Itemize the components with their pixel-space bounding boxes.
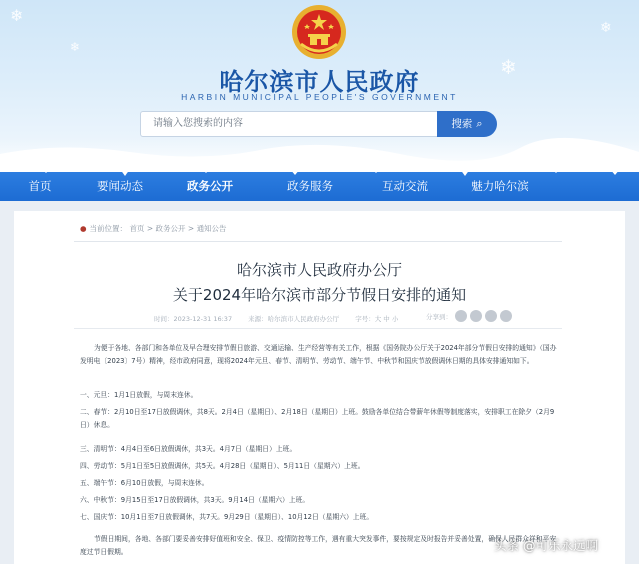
holiday-item: 三、清明节：4月4日至6日放假调休，共3天。4月7日（星期日）上班。	[80, 445, 297, 453]
snowflake-icon: ❄	[500, 55, 517, 79]
meta-date: 时间：2023-12-31 16:37	[154, 315, 233, 323]
national-emblem-icon	[291, 4, 347, 60]
nav-item-charm-harbin[interactable]: 魅力哈尔滨	[471, 179, 529, 193]
holiday-item: 六、中秋节：9月15日至17日放假调休，共3天。9月14日（星期六）上班。	[80, 496, 310, 504]
divider	[74, 241, 562, 242]
share-qq-icon[interactable]	[485, 310, 497, 322]
snowflake-icon: ❄	[10, 6, 24, 25]
nav-item-home[interactable]: 首页	[28, 179, 52, 193]
holiday-item: 二、春节：2月10日至17日放假调休，共8天。2月4日（星期日）、2月18日（星期日）上班。鼓励各单位结合带薪年休假等制度落实，安排职工在除夕（2月9日）休息。	[80, 408, 555, 429]
search-icon: ⌕	[476, 117, 483, 130]
snowflake-icon: ❄	[70, 40, 81, 54]
search-button-label: 搜索	[451, 118, 473, 130]
nav-item-gov-affairs[interactable]: 政务公开	[187, 179, 233, 193]
holiday-item: 五、端午节：6月10日放假，与周末连休。	[80, 479, 209, 487]
holiday-item: 一、元旦：1月1日放假，与周末连休。	[80, 391, 198, 399]
holiday-item: 七、国庆节：10月1日至7日放假调休，共7天。9月29日（星期日）、10月12日（星期六）上班。	[80, 513, 374, 521]
site-title: 哈尔滨市人民政府	[219, 67, 420, 96]
watermark: 头条 @可乐永远啊	[494, 538, 598, 553]
share-wechat-icon[interactable]	[455, 310, 467, 322]
nav-item-interaction[interactable]: 互动交流	[382, 179, 428, 193]
breadcrumb-item-home[interactable]: 首页	[129, 224, 145, 233]
location-icon: ●	[80, 224, 87, 233]
document-closing: 节假日期间，各地、各部门要妥善安排好值班和安全、保卫、疫情防控等工作，遇有重大突发事件，要按规定及时报告并妥善处置，确保人民群众祥和平安度过节日假期。	[80, 535, 557, 556]
snowflake-icon: ❄	[600, 20, 612, 36]
search-input[interactable]: 请输入您搜索的内容	[140, 111, 440, 137]
document-title-line1: 哈尔滨市人民政府办公厅	[236, 261, 402, 279]
share-weibo-icon[interactable]	[470, 310, 482, 322]
document-intro: 为便于各地、各部门和各单位及早合理安排节假日旅游、交通运输、生产经营等有关工作，根据《国务院办公厅关于2024年部分节假日安排的通知》（国办发明电〔2023〕7号）精神，经市政府同意，现将2024年元旦、春节、清明节、劳动节、端午节、中秋节和国庆节放假调休日期的具体安排通知如下。	[80, 344, 557, 365]
breadcrumb-prefix: 当前位置：	[89, 224, 128, 233]
nav-item-news[interactable]: 要闻动态	[97, 179, 143, 193]
breadcrumb	[80, 223, 227, 234]
document-title-line2: 关于2024年哈尔滨市部分节假日安排的通知	[172, 286, 467, 304]
nav-item-services[interactable]: 政务服务	[287, 179, 333, 193]
breadcrumb-item-notices[interactable]: 通知公告	[196, 224, 227, 233]
icicle-decoration	[0, 163, 639, 177]
content-card	[14, 211, 625, 564]
share-more-icon[interactable]	[500, 310, 512, 322]
breadcrumb-separator: >	[185, 224, 197, 233]
document-meta	[154, 314, 412, 323]
share-label: 分享到：	[426, 312, 452, 321]
site-header	[0, 0, 639, 172]
holiday-item: 四、劳动节：5月1日至5日放假调休，共5天。4月28日（星期日）、5月11日（星期六）上班。	[80, 462, 365, 470]
breadcrumb-separator: >	[144, 224, 156, 233]
meta-source: 来源：哈尔滨市人民政府办公厅	[248, 315, 340, 323]
share-bar	[426, 310, 512, 322]
divider	[74, 328, 562, 329]
meta-font-size[interactable]: 字号：大 中 小	[355, 315, 399, 323]
breadcrumb-item-gov-affairs[interactable]: 政务公开	[155, 224, 186, 233]
site-subtitle: HARBIN MUNICIPAL PEOPLE'S GOVERNMENT	[181, 92, 458, 102]
